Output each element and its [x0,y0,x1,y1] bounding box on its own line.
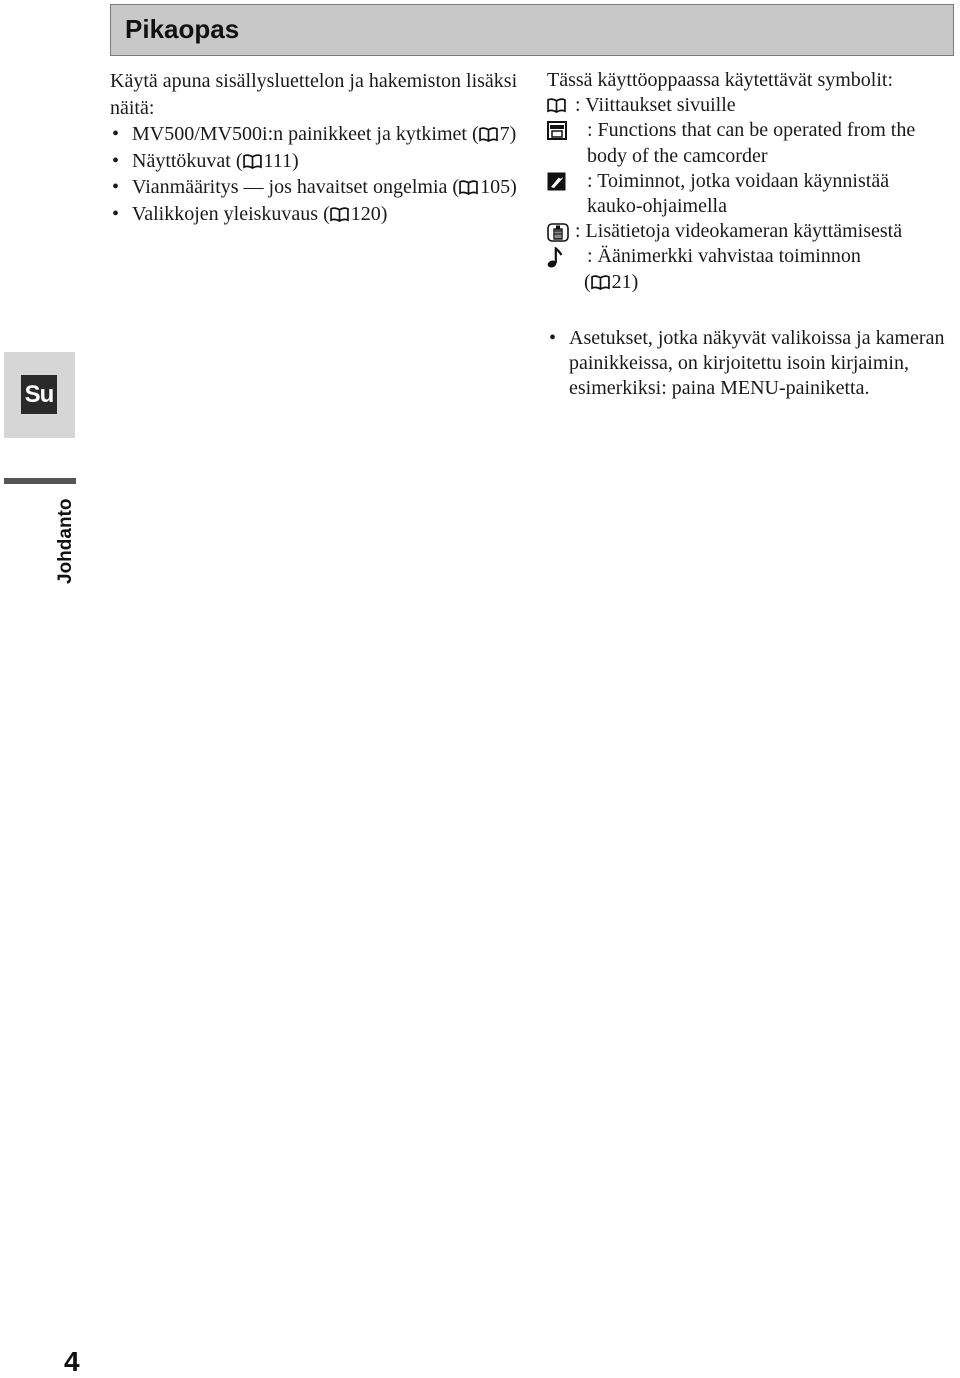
tips-icon [547,222,569,242]
symbol-beep-cont: ( 21) [584,270,639,293]
section-label: Johdanto [55,498,76,584]
symbols-intro: Tässä käyttöoppaassa käytettävät symbolit: [547,69,894,91]
list-item: • Valikkojen yleiskuvaus ( 120) [110,201,525,228]
list-item: • Vianmääritys — jos havaitset ongelmia ( 105) [110,174,525,201]
guide-list [110,121,525,227]
list-item: • MV500/MV500i:n painikkeet ja kytkimet ( 7) [110,121,525,148]
book-icon [459,180,478,195]
book-icon [591,275,610,290]
symbol-remote: : Toiminnot, jotka voidaan käynnistää [547,169,957,194]
symbol-beep: : Äänimerkki vahvistaa toiminnon [547,244,957,269]
page-title: Pikaopas [125,14,240,44]
list-item: • Näyttökuvat ( 111) [110,148,525,175]
list-item: • Asetukset, jotka näkyvät valikoissa ja kameran painikkeissa, on kirjoitettu isoin kirjaimin, esimerkiksi: paina MENU-painiketta. [547,326,952,402]
left-column [110,68,525,227]
remote-control-icon [547,172,566,191]
book-icon [243,154,262,169]
symbol-remote-cont: kauko-ohjaimella [587,195,727,218]
music-note-icon [547,247,563,268]
page-number: 4 [64,1346,80,1377]
page-header [110,4,954,56]
symbol-tips: : Lisätietoja videokameran käyttämisestä [547,219,957,244]
symbol-body-functions: : Functions that can be operated from the [547,118,957,143]
language-tab-label: Su [21,375,57,414]
symbol-references: : Viittaukset sivuille [547,93,957,118]
book-icon [547,98,566,113]
symbol-body-functions-cont: body of the camcorder [587,144,768,167]
book-icon [330,207,349,222]
notes-list [547,326,952,402]
right-column [547,68,957,295]
camcorder-body-icon [547,121,567,140]
left-intro: Käytä apuna sisällysluettelon ja hakemiston lisäksi näitä: [110,70,518,119]
section-divider [4,478,76,484]
book-icon [479,127,498,142]
